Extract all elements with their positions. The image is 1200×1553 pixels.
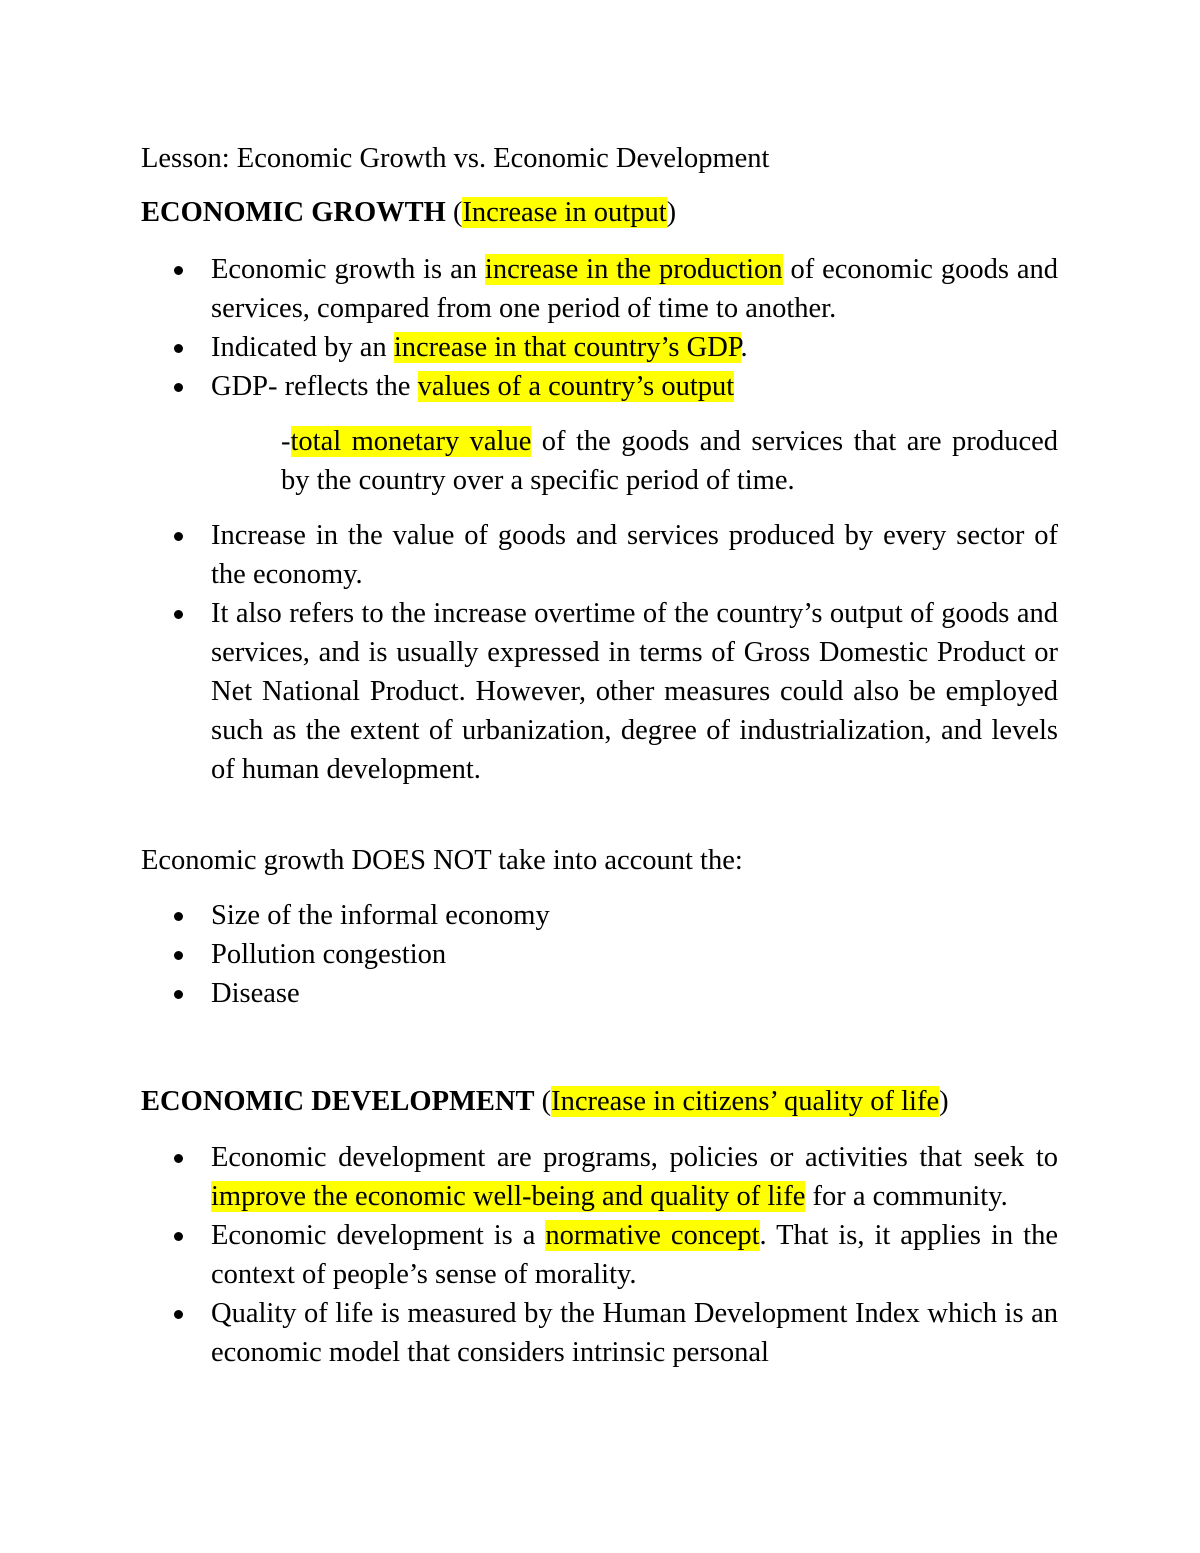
bullet-text: of economic goods and services, compared from one period of time to another. bbox=[211, 254, 1058, 324]
list-item bbox=[211, 974, 1058, 1013]
bullet-text: It also refers to the increase overtime of the country’s output of goods and services, and is usually expressed in terms of Gross Domestic Product or Net National Product. However, other measures could also be employed such as the extent of urbanization, degree of industrialization, and levels of human development. bbox=[211, 598, 1058, 785]
highlight-text: normative concept bbox=[545, 1220, 760, 1251]
bullet-icon bbox=[174, 1310, 183, 1319]
bullet-icon bbox=[174, 266, 183, 275]
bullet-text: Indicated by an bbox=[211, 332, 394, 363]
growth-heading-highlight: Increase in output bbox=[462, 197, 667, 228]
highlight-text: total monetary value bbox=[290, 426, 532, 457]
bullet-icon bbox=[174, 344, 183, 353]
bullet-icon bbox=[174, 990, 183, 999]
lesson-title: Lesson: Economic Growth vs. Economic Development bbox=[141, 143, 770, 174]
bullet-text: . That is, it applies in the context of people’s sense of morality. bbox=[211, 1220, 1058, 1290]
list-item bbox=[211, 1216, 1058, 1294]
development-heading-open: ( bbox=[534, 1086, 552, 1117]
bullet-text: Pollution congestion bbox=[211, 939, 447, 970]
bullet-icon bbox=[174, 383, 183, 392]
development-heading-text: ECONOMIC DEVELOPMENT bbox=[141, 1086, 535, 1117]
growth-heading-open: ( bbox=[445, 197, 463, 228]
not-account-list bbox=[211, 896, 1058, 1013]
list-item bbox=[211, 935, 1058, 974]
highlight-text: values of a country’s output bbox=[417, 371, 735, 402]
list-item bbox=[211, 516, 1058, 594]
list-item bbox=[211, 594, 1058, 789]
growth-heading-close: ) bbox=[666, 197, 677, 228]
list-item bbox=[211, 367, 1058, 406]
not-account-intro: Economic growth DOES NOT take into account the: bbox=[141, 845, 743, 876]
list-item bbox=[211, 1294, 1058, 1372]
growth-bullet-list-2 bbox=[211, 516, 1058, 789]
bullet-icon bbox=[174, 610, 183, 619]
bullet-text: GDP- reflects the bbox=[211, 371, 418, 402]
development-bullet-list bbox=[211, 1138, 1058, 1372]
list-item bbox=[211, 1138, 1058, 1216]
development-heading-highlight: Increase in citizens’ quality of life bbox=[551, 1086, 940, 1117]
gdp-definition bbox=[281, 422, 1058, 500]
highlight-text: increase in the production bbox=[484, 254, 783, 285]
highlight-text: improve the economic well-being and quality of life bbox=[211, 1181, 806, 1212]
list-item bbox=[211, 328, 1058, 367]
bullet-text: Increase in the value of goods and services produced by every sector of the economy. bbox=[211, 520, 1058, 590]
bullet-text: Economic development are programs, policies or activities that seek to bbox=[211, 1142, 1058, 1173]
bullet-icon bbox=[174, 532, 183, 541]
bullet-text: Economic growth is an bbox=[211, 254, 485, 285]
growth-heading bbox=[141, 197, 1059, 229]
bullet-icon bbox=[174, 1154, 183, 1163]
definition-text: of the goods and services that are produced by the country over a specific period of time. bbox=[281, 426, 1059, 496]
bullet-text: Quality of life is measured by the Human Development Index which is an economic model that considers intrinsic personal bbox=[211, 1298, 1058, 1368]
bullet-text: Size of the informal economy bbox=[211, 900, 550, 931]
growth-heading-text: ECONOMIC GROWTH bbox=[141, 197, 446, 228]
development-heading bbox=[141, 1086, 1059, 1118]
development-heading-close: ) bbox=[939, 1086, 949, 1117]
growth-bullet-list-1 bbox=[211, 250, 1058, 406]
list-item bbox=[211, 896, 1058, 935]
bullet-icon bbox=[174, 1232, 183, 1241]
bullet-text: Economic development is a bbox=[211, 1220, 546, 1251]
bullet-text: . bbox=[740, 332, 748, 363]
bullet-text: for a community. bbox=[805, 1181, 1008, 1212]
highlight-text: increase in that country’s GDP bbox=[393, 332, 741, 363]
bullet-icon bbox=[174, 912, 183, 921]
bullet-icon bbox=[174, 951, 183, 960]
list-item bbox=[211, 250, 1058, 328]
definition-text: - bbox=[281, 426, 291, 457]
bullet-text: Disease bbox=[211, 978, 300, 1009]
